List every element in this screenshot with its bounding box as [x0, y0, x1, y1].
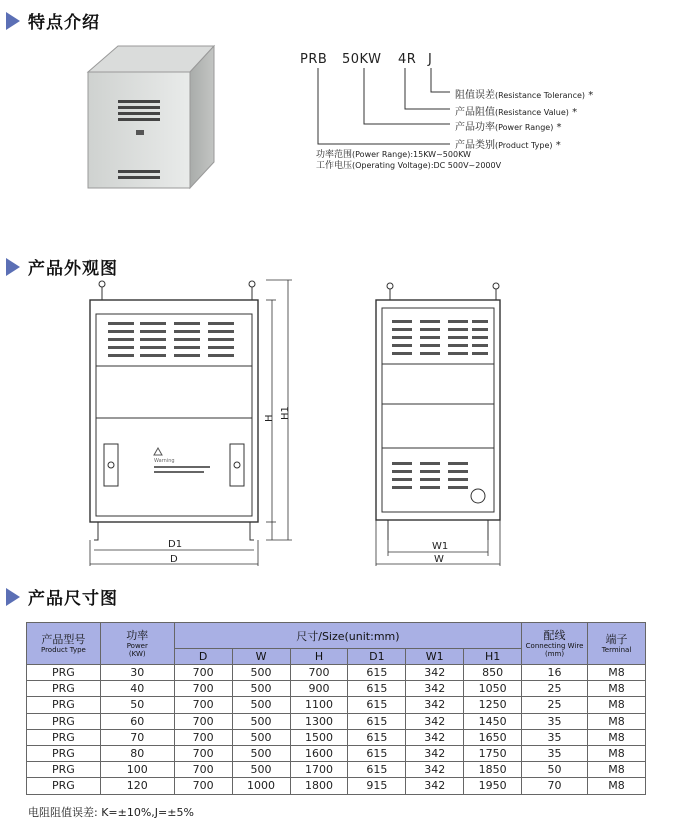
header-power: 功率 Power (KW) [100, 623, 174, 665]
section-title: 特点介绍 [28, 13, 100, 33]
section-header-appearance [6, 254, 118, 279]
section-header-dimensions [6, 584, 118, 609]
table-cell: 1450 [464, 713, 522, 729]
table-cell: 1950 [464, 778, 522, 794]
table-row [27, 697, 646, 713]
table-cell: 700 [174, 713, 232, 729]
header-h1: H1 [464, 649, 522, 665]
table-cell: 25 [522, 697, 588, 713]
table-cell: 1700 [290, 762, 348, 778]
table-cell: 915 [348, 778, 406, 794]
table-cell: 50 [100, 697, 174, 713]
table-cell: 70 [522, 778, 588, 794]
table-cell: 1050 [464, 681, 522, 697]
table-cell: 1000 [232, 778, 290, 794]
table-cell: PRG [27, 745, 101, 761]
table-cell: 615 [348, 681, 406, 697]
table-cell: 16 [522, 665, 588, 681]
table-cell: PRG [27, 729, 101, 745]
triangle-bullet-icon [6, 258, 20, 276]
legend-resistance: 产品阻值(Resistance Value) * [455, 107, 578, 118]
table-cell: PRG [27, 665, 101, 681]
header-w: W [232, 649, 290, 665]
table-cell: 1650 [464, 729, 522, 745]
header-h: H [290, 649, 348, 665]
table-cell: 500 [232, 681, 290, 697]
cabinet-photo [78, 42, 218, 192]
table-cell: M8 [588, 665, 646, 681]
table-cell: 35 [522, 713, 588, 729]
code-part-resistance: 4R [398, 52, 417, 67]
table-cell: 25 [522, 681, 588, 697]
table-cell: 700 [174, 762, 232, 778]
table-cell: 615 [348, 745, 406, 761]
side-view-drawing [370, 278, 510, 573]
table-row [27, 713, 646, 729]
header-w1: W1 [406, 649, 464, 665]
section-header-features [6, 8, 100, 33]
header-size: 尺寸/Size(unit:mm) [174, 623, 521, 649]
code-part-tolerance: J [428, 52, 433, 67]
table-row [27, 762, 646, 778]
spec-operating-voltage: 工作电压(Operating Voltage):DC 500V~2000V [316, 161, 502, 171]
table-cell: PRG [27, 713, 101, 729]
table-cell: 700 [174, 697, 232, 713]
table-cell: 40 [100, 681, 174, 697]
table-cell: 700 [174, 729, 232, 745]
table-cell: 615 [348, 665, 406, 681]
dim-label-h: H [264, 414, 275, 422]
table-cell: 342 [406, 729, 464, 745]
table-cell: M8 [588, 778, 646, 794]
table-cell: 1850 [464, 762, 522, 778]
table-cell: M8 [588, 681, 646, 697]
table-cell: 900 [290, 681, 348, 697]
table-cell: PRG [27, 681, 101, 697]
dimension-table [26, 622, 646, 795]
table-cell: 500 [232, 713, 290, 729]
table-cell: 342 [406, 681, 464, 697]
table-cell: 120 [100, 778, 174, 794]
table-cell: 342 [406, 697, 464, 713]
table-cell: 700 [174, 745, 232, 761]
table-cell: 615 [348, 697, 406, 713]
triangle-bullet-icon [6, 12, 20, 30]
header-product-type: 产品型号 Product Type [27, 623, 101, 665]
table-cell: 700 [174, 665, 232, 681]
table-cell: 700 [290, 665, 348, 681]
table-cell: 1250 [464, 697, 522, 713]
table-cell: M8 [588, 729, 646, 745]
dim-label-h1: H1 [280, 406, 291, 420]
code-part-type: PRB [300, 52, 328, 67]
table-cell: 1600 [290, 745, 348, 761]
header-connecting-wire: 配线 Connecting Wire (mm) [522, 623, 588, 665]
table-cell: 1800 [290, 778, 348, 794]
dim-label-w: W [434, 554, 444, 565]
table-cell: 100 [100, 762, 174, 778]
legend-tolerance: 阻值误差(Resistance Tolerance) * [455, 90, 594, 101]
table-cell: M8 [588, 697, 646, 713]
table-body [27, 665, 646, 795]
table-row [27, 778, 646, 794]
table-cell: 500 [232, 762, 290, 778]
table-cell: 342 [406, 762, 464, 778]
section-title: 产品尺寸图 [28, 589, 118, 609]
table-cell: 342 [406, 665, 464, 681]
table-cell: 500 [232, 729, 290, 745]
table-cell: 1750 [464, 745, 522, 761]
table-cell: 35 [522, 729, 588, 745]
table-row [27, 729, 646, 745]
table-cell: 500 [232, 665, 290, 681]
table-cell: 615 [348, 729, 406, 745]
table-cell: M8 [588, 713, 646, 729]
triangle-bullet-icon [6, 588, 20, 606]
legend-power: 产品功率(Power Range) * [455, 122, 562, 133]
table-cell: 342 [406, 713, 464, 729]
table-cell: M8 [588, 745, 646, 761]
table-cell: 615 [348, 713, 406, 729]
table-cell: 500 [232, 745, 290, 761]
legend-type: 产品类别(Product Type) * [455, 140, 561, 151]
table-cell: PRG [27, 778, 101, 794]
table-cell: 80 [100, 745, 174, 761]
tolerance-footnote: 电阻阻值误差: K=±10%,J=±5% [28, 806, 194, 819]
header-d: D [174, 649, 232, 665]
dim-label-d: D [170, 554, 178, 565]
table-cell: 70 [100, 729, 174, 745]
header-terminal: 端子 Terminal [588, 623, 646, 665]
table-row [27, 681, 646, 697]
table-cell: 1500 [290, 729, 348, 745]
dim-label-d1: D1 [168, 539, 183, 550]
dim-label-w1: W1 [432, 541, 449, 552]
table-cell: 60 [100, 713, 174, 729]
table-cell: 1300 [290, 713, 348, 729]
section-title: 产品外观图 [28, 259, 118, 279]
table-cell: 700 [174, 778, 232, 794]
table-cell: 342 [406, 745, 464, 761]
table-cell: 1100 [290, 697, 348, 713]
table-cell: 50 [522, 762, 588, 778]
code-part-power: 50KW [342, 52, 382, 67]
table-cell: 850 [464, 665, 522, 681]
header-d1: D1 [348, 649, 406, 665]
table-row [27, 745, 646, 761]
table-cell: 342 [406, 778, 464, 794]
table-cell: M8 [588, 762, 646, 778]
table-cell: PRG [27, 762, 101, 778]
table-row [27, 665, 646, 681]
table-cell: 700 [174, 681, 232, 697]
table-cell: PRG [27, 697, 101, 713]
front-view-drawing [80, 278, 300, 573]
table-cell: 500 [232, 697, 290, 713]
spec-power-range: 功率范围(Power Range):15KW~500KW [316, 150, 471, 160]
table-cell: 615 [348, 762, 406, 778]
table-cell: 30 [100, 665, 174, 681]
table-cell: 35 [522, 745, 588, 761]
warning-label: Warning [154, 458, 175, 464]
